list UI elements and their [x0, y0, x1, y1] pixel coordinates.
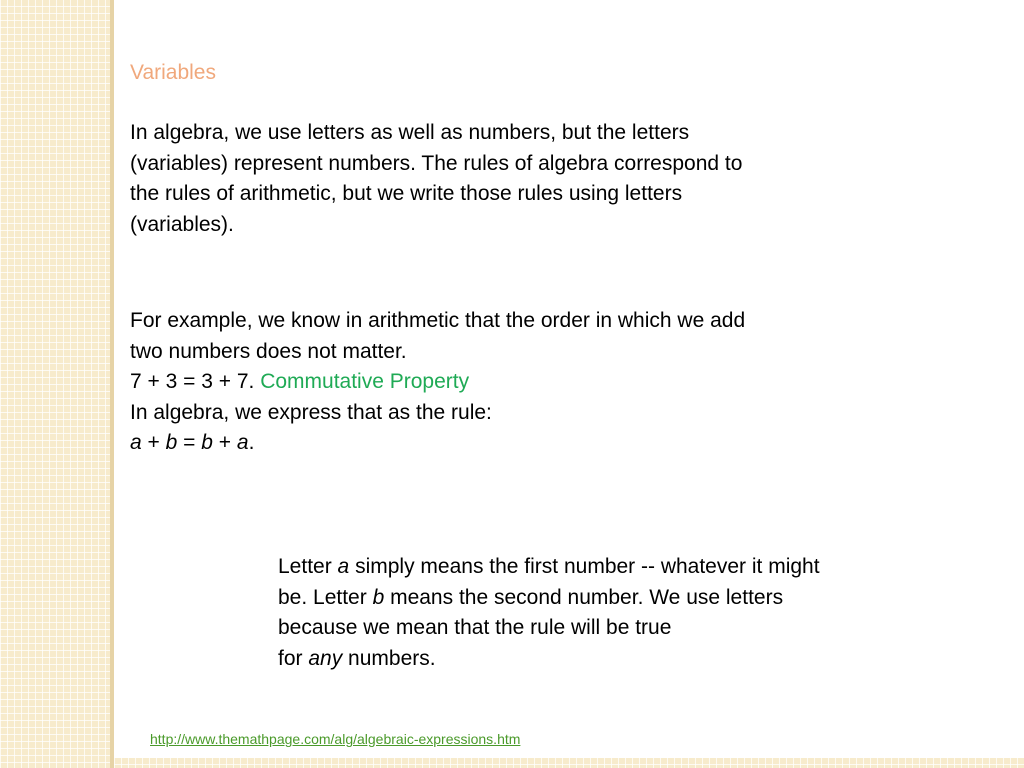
note-text: numbers.	[342, 646, 436, 670]
intro-paragraph	[130, 118, 742, 240]
variable-a: a	[236, 431, 249, 454]
variable-b: b	[165, 431, 178, 454]
example-line: In algebra, we express that as the rule:	[130, 400, 492, 424]
plus-sign: +	[212, 431, 237, 454]
explanation-note	[278, 552, 820, 674]
algebra-rule	[130, 428, 745, 459]
arithmetic-equation: 7 + 3 = 3 + 7.	[130, 370, 255, 393]
intro-line: the rules of arithmetic, but we write those rules using letters	[130, 182, 683, 205]
note-text: for	[278, 646, 309, 670]
plus-sign: +	[141, 431, 166, 454]
example-paragraph	[130, 306, 745, 459]
variable-b: b	[201, 431, 213, 454]
rule-period: .	[248, 431, 255, 454]
note-text: Letter	[278, 555, 338, 578]
variable-b: b	[372, 585, 385, 609]
note-line	[278, 644, 820, 675]
example-line: For example, we know in arithmetic that the order in which we add	[130, 309, 746, 332]
left-decorative-border	[0, 0, 110, 768]
intro-line: (variables) represent numbers. The rules of algebra correspond to	[130, 151, 743, 175]
intro-line: In algebra, we use letters as well as numbers, but the letters	[130, 121, 690, 144]
emphasis-any: any	[308, 646, 343, 670]
intro-line: (variables).	[130, 212, 234, 236]
note-line: because we mean that the rule will be true	[278, 616, 672, 639]
slide-heading: Variables	[130, 61, 216, 84]
example-line: two numbers does not matter.	[130, 339, 407, 363]
variable-a: a	[337, 555, 350, 578]
equals-sign: =	[177, 431, 202, 454]
note-text: means the second number. We use letters	[384, 585, 784, 609]
bottom-decorative-border	[114, 758, 1024, 768]
source-link[interactable]: http://www.themathpage.com/alg/algebraic-expressions.htm	[150, 731, 521, 747]
left-border-edge	[110, 0, 114, 768]
note-line	[278, 552, 820, 583]
commutative-property-label: Commutative Property	[260, 370, 470, 393]
note-line	[278, 583, 820, 614]
variable-a: a	[130, 431, 142, 454]
note-text: simply means the first number -- whatever it might	[349, 555, 820, 578]
note-text: be. Letter	[278, 585, 373, 609]
arithmetic-example-line	[130, 367, 745, 398]
